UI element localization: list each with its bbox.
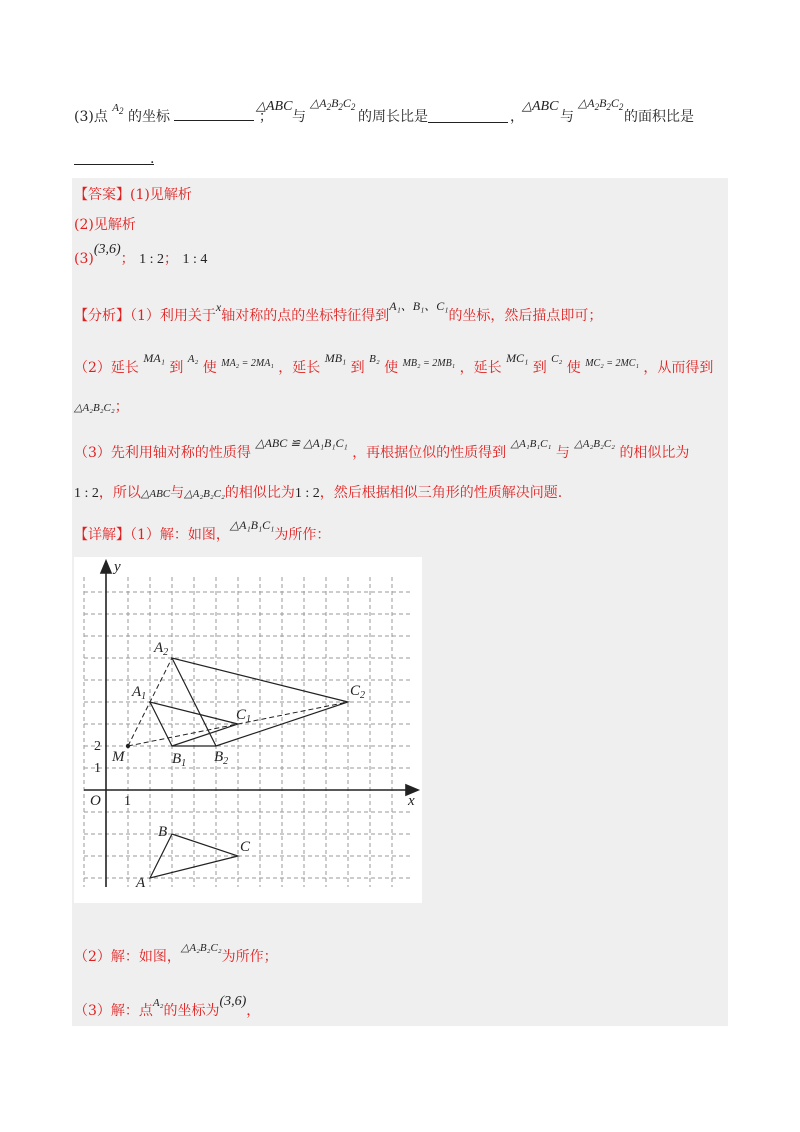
point-m [126,744,130,748]
triangle-a2b2c2-1: $\triangle A_2B_2C_2$ [310,96,356,112]
part3-label: (3)点 [74,109,108,125]
analysis-p1: 【分析】（1）利用关于x轴对称的点的坐标特征得到A₁、B₁、C₁的坐标，然后描点即可； [74,299,603,324]
answer-blank-1[interactable] [174,106,254,121]
a2-label: $A_2$ [154,640,169,658]
x-axis-label: x [408,793,415,809]
triangle-abc-2: △ABC [522,98,559,114]
x-tick-1: 1 [124,794,131,809]
answer-blank-3[interactable] [74,150,154,165]
detail-1: 【详解】（1）解：如图，△A₁B₁C₁为所作： [74,518,331,543]
answer-3: (3)(3,6)； 1 : 2； 1 : 4 [74,242,208,267]
b-label: B [158,824,168,840]
triangle-abc-1: △ABC [256,98,293,114]
a-label: A [136,875,146,891]
detail-3: （3）解：点$^{A_2}$的坐标为(3,6)， [74,994,261,1019]
analysis-p2: （2）延长 MA₁ 到 $^{A_2}$ 使 $^{MA_2 = 2MA_1}$ ，延长 MB₁ 到 $^{B_2}$ 使 $^{MB_2 = 2MB_1}$ ，延长 MC₁ 到 $^{C_2}$ 使 $^{MC_2 = 2MC_1}$ ，从而得到 [74,351,714,376]
answer-2: (2)见解析 [74,217,136,233]
question-line [74,102,273,126]
graph-svg [74,557,422,903]
analysis-p3: （3）先利用轴对称的性质得 △ABC ≌ △A₁B₁C₁ ，再根据位似的性质得到 $^{\triangle A_1B_1C_1}$ 与 $^{\triangle A_2B_2C_2}$ 的相似比为 [74,436,690,461]
a1-label: $A_1$ [132,684,147,702]
perimeter-ratio-label: 的周长比是 [358,109,428,125]
c2-label: $C_2$ [350,683,366,701]
separator: ； [258,109,273,125]
analysis-p3-line2: 1 : 2，所以△ABC与△A₂B₂C₂的相似比为1 : 2，然后根据相似三角形的性质解决问题. [74,485,563,501]
answer-blank-2[interactable] [428,108,508,123]
b1-label: $B_1$ [172,751,187,769]
area-ratio-label: 的面积比是 [624,109,694,125]
coordinate-graph [74,557,422,903]
detail-2: （2）解：如图，$^{\triangle A_2B_2C_2}$为所作； [74,942,278,965]
question-end: . [150,151,155,167]
triangle-a2b2c2-2: $\triangle A_2B_2C_2$ [578,96,624,112]
c-label: C [240,839,251,855]
b2-label: $B_2$ [214,749,229,767]
coord-label: 的坐标 [127,109,170,125]
y-tick-2: 2 [94,739,101,754]
and-1: 与 [292,109,306,125]
c1-label: $C_1$ [236,707,252,725]
answer-heading: 【答案】(1)见解析 [74,187,192,203]
analysis-p2-line2: △A₂B₂C₂； [74,399,129,415]
and-2: 与 [560,109,574,125]
separator-2: ， [510,109,524,125]
y-tick-1: 1 [94,761,101,776]
point-a2: A2 [112,102,124,116]
m-label: M [112,749,125,765]
origin-label: O [90,793,101,809]
y-axis-label: y [114,559,121,575]
